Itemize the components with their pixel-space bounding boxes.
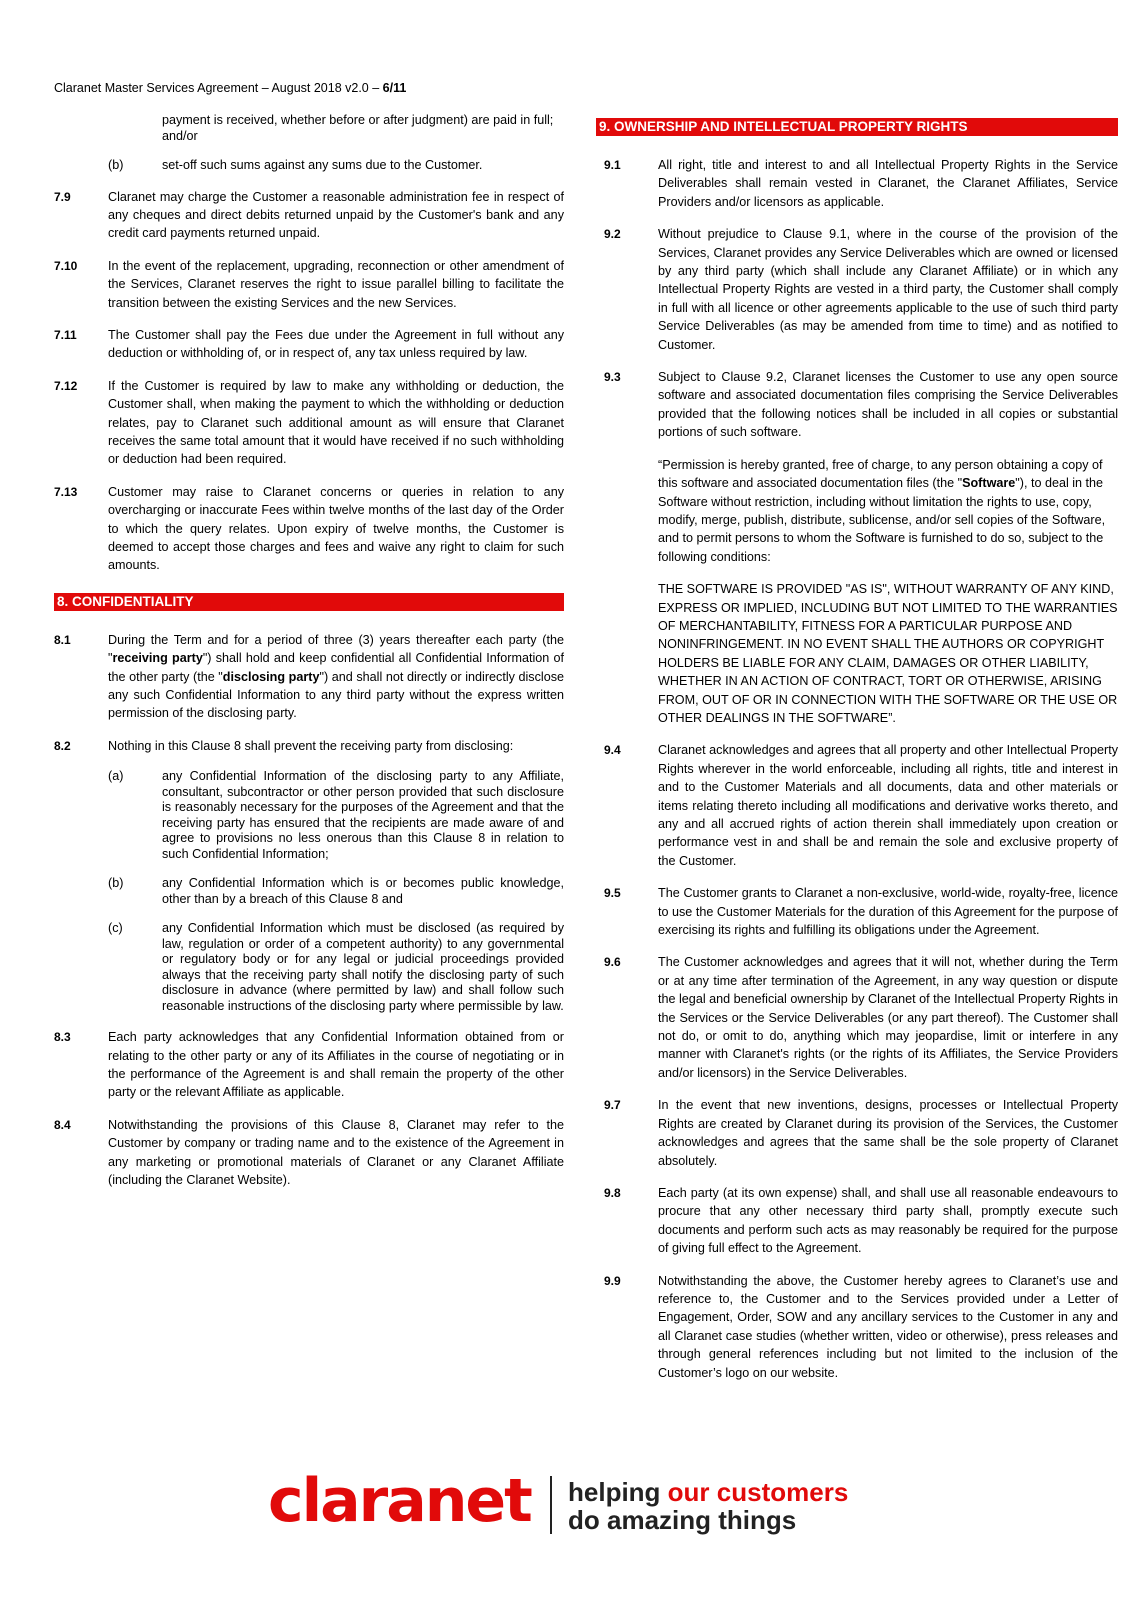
clause-number: 7.11	[54, 327, 77, 342]
clause-text: In the event that new inventions, designs, processes or Intellectual Property Rights are created by Claranet during its provision of the Services, the Customer acknowledges and agrees that the same shall be the sole property of Claranet absolutely.	[658, 1098, 1118, 1168]
left-column	[54, 112, 564, 1204]
right-column	[599, 112, 1118, 1396]
clause-number: 8.4	[54, 1117, 71, 1132]
clause-number: 7.10	[54, 258, 78, 273]
sub-clause-label: (b)	[108, 158, 124, 172]
clause-text: Subject to Clause 9.2, Claranet licenses the Customer to use any open source software and associated documentation files comprising the Service Deliverables provided that the following notices shall be included in all copies or substantial portions of such software.	[658, 370, 1118, 440]
clause-8-2	[54, 737, 564, 755]
sub-clause-8-2-c	[54, 921, 564, 1014]
section-heading-confidentiality: 8. CONFIDENTIALITY	[54, 593, 564, 611]
document-title: Claranet Master Services Agreement – August 2018 v2.0 –	[54, 81, 380, 95]
clause-9-7	[604, 1096, 1118, 1170]
defined-term: disclosing party	[222, 669, 320, 684]
clause-number: 9.5	[604, 886, 621, 901]
clause-number: 9.1	[604, 158, 621, 172]
footer-branding	[268, 1466, 888, 1540]
clause-number: 8.1	[54, 632, 71, 647]
clause-text: Claranet may charge the Customer a reasonable administration fee in respect of any cheques and direct debits returned unpaid by the Customer's bank and any credit card payments returned unpaid.	[108, 189, 564, 241]
clause-7-13	[54, 483, 564, 575]
clause-8-1	[54, 631, 564, 723]
sub-clause	[54, 158, 564, 174]
clause-number: 8.3	[54, 1030, 71, 1045]
continued-text: payment is received, whether before or after judgment) are paid in full; and/or	[162, 113, 554, 143]
clause-text: Notwithstanding the above, the Customer hereby agrees to Claranet’s use and reference to, the Customer and to the Services provided under a Letter of Engagement, Order, SOW and any ancillary services to the Customer in any and all Claranet case studies (whether written, video or otherwise), press releases and through general references including but not limited to the inclusion of the Customer’s logo on our website.	[658, 1273, 1118, 1380]
sub-clause-text: set-off such sums against any sums due to the Customer.	[162, 158, 483, 172]
sub-clause-label: (c)	[108, 921, 123, 936]
clause-7-12	[54, 377, 564, 469]
clause-7-10	[54, 257, 564, 312]
clause-text: Each party acknowledges that any Confidential Information obtained from or relating to the other party or any of its Affiliates in the course of negotiating or in the performance of the Agreement is and shall remain the property of the other party or the relevant Affiliate as applicable.	[108, 1030, 564, 1100]
clause-9-3	[604, 368, 1118, 442]
clause-text: The Customer acknowledges and agrees that it will not, whether during the Term or at any time after termination of the Agreement, in any way question or dispute the legal and beneficial ownership by Claranet of the Intellectual Property Rights in the Services or the Service Deliverables (or any part thereof). The Customer shall not do, or omit to do, anything which may jeopardise, limit or interfere in any manner with Claranet's rights (or the rights of its Affiliates, the Service Providers and/or licensors) in the Service Deliverables.	[658, 955, 1118, 1080]
sub-clause-text: any Confidential Information which must be disclosed (as required by law, regulation or order of a competent authority) to any governmental or regulatory body or for any legal or judicial proceedings provided always that the receiving party shall notify the disclosing party of such disclosure in advance (where permitted by law) and shall follow such reasonable instructions of the disclosing party where permissible by law.	[162, 921, 564, 1013]
clause-text: Claranet acknowledges and agrees that all property and other Intellectual Property Rights wherever in the world enforceable, including all rights, title and interest in and to the Customer Materials and all documents, data and other materials or items relating thereto including all modifications and derivative works thereto, and any and all accrued rights of action therein shall immediately upon creation or performance vest in and shall be and remain the sole and exclusive property of the Customer.	[658, 743, 1118, 868]
defined-term: Software	[962, 476, 1016, 491]
clause-text: The Customer grants to Claranet a non-exclusive, world-wide, royalty-free, licence to use the Customer Materials for the duration of this Agreement for the purpose of exercising its rights and fulfilling its obligations under the Agreement.	[658, 886, 1118, 938]
page-number: 6/11	[382, 81, 407, 95]
clause-7-11	[54, 326, 564, 363]
defined-term: receiving party	[112, 651, 203, 666]
clause-text: Nothing in this Clause 8 shall prevent the receiving party from disclosing:	[108, 738, 514, 753]
clause-text: In the event of the replacement, upgrading, reconnection or other amendment of the Services, Claranet reserves the right to issue parallel billing to facilitate the transition between the existing Services and the new Services.	[108, 258, 564, 310]
clause-number: 9.7	[604, 1098, 621, 1113]
sub-clause-text: any Confidential Information which is or becomes public knowledge, other than by a breach of this Clause 8 and	[162, 876, 564, 906]
clause-text: The Customer shall pay the Fees due under the Agreement in full without any deduction or withholding of, or in respect of, any tax unless required by law.	[108, 327, 564, 361]
clause-text: Customer may raise to Claranet concerns or queries in relation to any overcharging or inaccurate Fees within twelve months of the last day of the Order to which the query relates. Upon expiry of twelve months, the Customer is deemed to accept those charges and fees and waive any right to claim for such amounts.	[108, 484, 564, 573]
sub-clause-label: (b)	[108, 876, 124, 891]
clause-8-3	[54, 1028, 564, 1102]
section-heading-ownership: 9. OWNERSHIP AND INTELLECTUAL PROPERTY RIGHTS	[596, 118, 1118, 136]
claranet-logo: claranet	[268, 1466, 531, 1536]
sub-clause-8-2-b	[54, 876, 564, 907]
sub-clause-text: any Confidential Information of the disclosing party to any Affiliate, consultant, subcontractor or other person provided that such disclosure is reasonably necessary for the purposes of the Agreement and that the receiving party has ensured that the recipients are made aware of and agree to provisions no less onerous than this Clause 8 in relation to such Confidential Information;	[162, 769, 564, 861]
clause-number: 9.3	[604, 370, 621, 385]
clause-number: 9.4	[604, 743, 621, 758]
clause-7-9	[54, 188, 564, 243]
clause-text: Without prejudice to Clause 9.1, where in the course of the provision of the Services, Claranet provides any Service Deliverables which are owned or licensed by any third party (which shall include any Claranet Affiliate) or in which any Intellectual Property Rights are vested in a third party, the Customer shall comply in full with all licence or other agreements applicable to the use of such third party Service Deliverables (as may be amended from time to time) and as notified to Customer.	[658, 227, 1118, 352]
clause-text: All right, title and interest to and all Intellectual Property Rights in the Service Deliverables shall remain vested in Claranet, the Claranet Affiliates, Service Providers and/or licensors as applicable.	[658, 158, 1118, 209]
clause-9-4	[604, 741, 1118, 870]
clause-text: Each party (at its own expense) shall, and shall use all reasonable endeavours to procure that any other necessary third party shall, promptly execute such documents and perform such acts as may reasonably be required for the purpose of giving full effect to the Agreement.	[658, 1185, 1118, 1256]
clause-9-6	[604, 953, 1118, 1082]
clause-number: 9.6	[604, 955, 621, 970]
page-header	[54, 81, 406, 95]
warranty-disclaimer: THE SOFTWARE IS PROVIDED "AS IS", WITHOUT WARRANTY OF ANY KIND, EXPRESS OR IMPLIED, INCLUDING BUT NOT LIMITED TO THE WARRANTIES OF MERCHANTABILITY, FITNESS FOR A PARTICULAR PURPOSE AND NONINFRINGEMENT. IN NO EVENT SHALL THE AUTHORS OR COPYRIGHT HOLDERS BE LIABLE FOR ANY CLAIM, DAMAGES OR OTHER LIABILITY, WHETHER IN AN ACTION OF CONTRACT, TORT OR OTHERWISE, ARISING FROM, OUT OF OR IN CONNECTION WITH THE SOFTWARE OR THE USE OR OTHER DEALINGS IN THE SOFTWARE”.	[658, 582, 1118, 725]
tagline-highlight: our customers	[667, 1477, 849, 1507]
clause-text: Notwithstanding the provisions of this Clause 8, Claranet may refer to the Customer by company or trading name and to the existence of the Agreement in any marketing or promotional materials of Claranet or any Claranet Affiliate (including the Claranet Website).	[108, 1117, 564, 1188]
clause-number: 9.9	[604, 1273, 621, 1288]
clause-9-5	[604, 884, 1118, 939]
quote-text-part: “Permission is hereby granted, free of charge, to any person obtaining a copy of this software and associated documentation files (the "	[658, 457, 1103, 491]
clause-number: 7.9	[54, 189, 71, 204]
sub-clause-8-2-a	[54, 769, 564, 862]
clause-9-9	[604, 1272, 1118, 1382]
tagline-part: helping	[568, 1477, 668, 1507]
logo-divider	[550, 1476, 552, 1534]
clause-text: If the Customer is required by law to make any withholding or deduction, the Customer shall, when making the payment to which the withholding or deduction relates, pay to Claranet such additional amount as will ensure that Claranet receives the same total amount that it would have received if no such withholding or deduction had been required.	[108, 378, 564, 467]
clause-9-8	[604, 1184, 1118, 1258]
clause-number: 9.2	[604, 227, 621, 242]
clause-number: 8.2	[54, 738, 71, 753]
clause-9-1	[604, 156, 1118, 211]
licence-quote	[658, 456, 1118, 566]
tagline-line-2: do amazing things	[568, 1505, 797, 1535]
clause-number: 7.12	[54, 378, 78, 393]
clause-text-part: ") shall hold and keep confidential all Confidential Information of the other party (the "	[108, 651, 564, 684]
clause-number: 9.8	[604, 1185, 621, 1200]
clause-text-part: ") and shall not directly or indirectly disclose any such Confidential Information to any third party without the express written permission of the disclosing party.	[108, 669, 565, 721]
tagline-line-1	[568, 1478, 848, 1506]
clause-8-4	[54, 1116, 564, 1190]
clause-text-part: During the Term and for a period of three (3) years thereafter each party (the "	[108, 632, 564, 666]
clause-9-2	[604, 225, 1118, 354]
clause-number: 7.13	[54, 484, 78, 499]
clause-text	[108, 631, 564, 723]
quote-text-part: "), to deal in the Software without restriction, including without limitation the rights to use, copy, modify, merge, publish, distribute, sublicense, and/or sell copies of the Software, and to permit persons to whom the Software is furnished to do so, subject to the following conditions:	[658, 476, 1106, 564]
sub-clause-label: (a)	[108, 769, 124, 784]
